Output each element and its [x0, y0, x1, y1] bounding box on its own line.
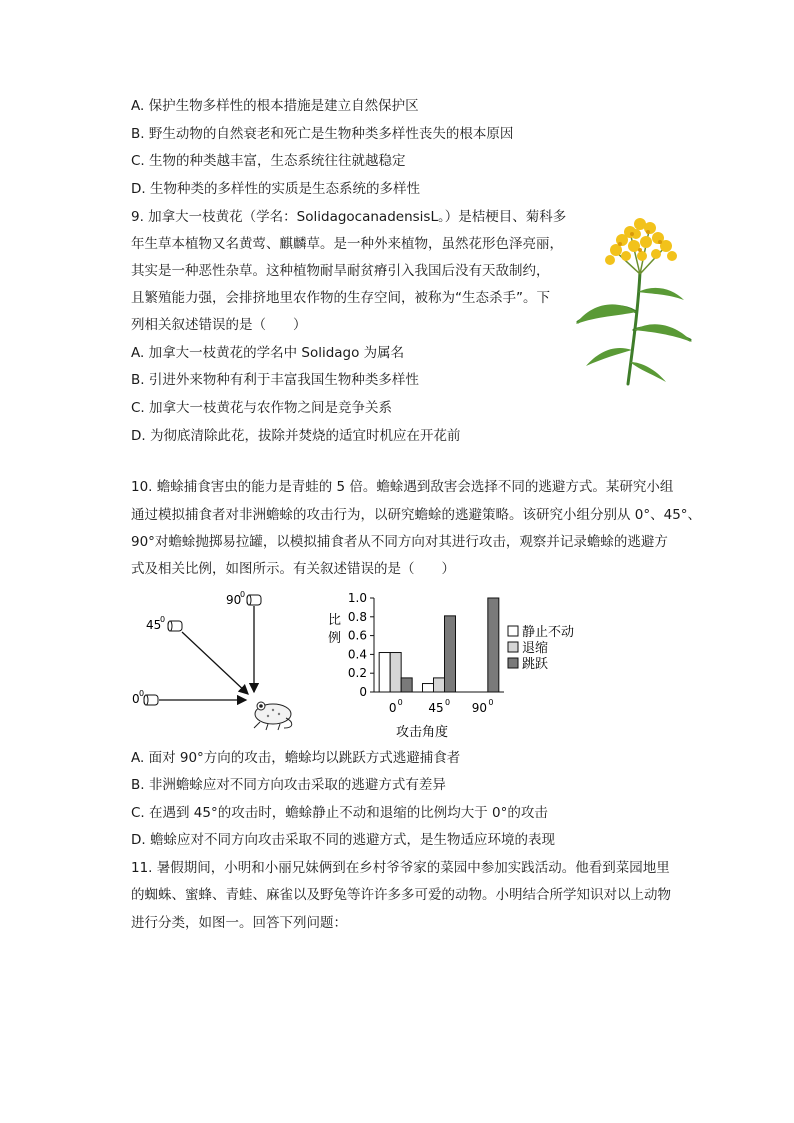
- legend-label: 静止不动: [522, 625, 575, 640]
- q9-stem-line: 列相关叙述错误的是（ ）: [131, 317, 307, 333]
- q9-stem-line: 且繁殖能力强，会排挤地里农作物的生存空间，被称为“生态杀手”。下: [131, 290, 550, 306]
- q8-option-d: D. 生物种类的多样性的实质是生态系统的多样性: [131, 181, 420, 197]
- y-axis-label-char-1: 比: [328, 613, 342, 628]
- q8-option-a: A. 保护生物多样性的根本措施是建立自然保护区: [131, 98, 419, 114]
- q8-option-c: C. 生物的种类越丰富，生态系统往往就越稳定: [131, 153, 406, 169]
- q10-stem-line: 90°对蟾蜍抛掷易拉罐，以模拟捕食者从不同方向对其进行攻击，观察并记录蟾蜍的逃避方: [131, 534, 668, 550]
- attack-direction-diagram: [128, 588, 308, 736]
- legend-label: 退缩: [522, 641, 549, 656]
- can-icon: [168, 621, 182, 631]
- y-tick-label: 0.6: [347, 628, 367, 643]
- goldenrod-illustration: [570, 212, 698, 388]
- y-axis-label-char-2: 例: [328, 631, 342, 646]
- angle-label-45: 45: [146, 618, 162, 632]
- q10-stem-line: 通过模拟捕食者对非洲蟾蜍的攻击行为，以研究蟾蜍的逃避策略。该研究小组分别从 0°、45°、: [131, 507, 702, 523]
- x-tick-degree: 0: [488, 698, 494, 707]
- toad-icon: [254, 702, 292, 730]
- bar: [445, 616, 456, 692]
- bar: [434, 678, 445, 692]
- bar: [401, 678, 412, 692]
- degree-mark-0: 0: [139, 689, 145, 698]
- q10-option-a: A. 面对 90°方向的攻击，蟾蜍均以跳跃方式逃避捕食者: [131, 750, 461, 766]
- can-icon: [144, 695, 158, 705]
- q9-stem-line: 年生草本植物又名黄莺、麒麟草。是一种外来植物，虽然花形色泽亮丽，: [131, 236, 563, 252]
- x-tick-label: 90: [471, 701, 487, 715]
- y-tick-label: 1.0: [347, 591, 367, 605]
- legend-swatch: [508, 626, 518, 636]
- degree-mark-45: 0: [160, 615, 166, 624]
- q10-option-b: B. 非洲蟾蜍应对不同方向攻击采取的逃避方式有差异: [131, 777, 446, 793]
- bar: [390, 653, 401, 692]
- x-tick-degree: 0: [397, 698, 403, 707]
- q11-stem-line: 11. 暑假期间，小明和小丽兄妹俩到在乡村爷爷家的菜园中参加实践活动。他看到菜园地里: [131, 860, 670, 876]
- q8-option-b: B. 野生动物的自然衰老和死亡是生物种类多样性丧失的根本原因: [131, 126, 514, 142]
- q9-stem-line: 9. 加拿大一枝黄花（学名：SolidagocanadensisL。）是桔梗目、菊科多: [131, 209, 567, 225]
- legend-swatch: [508, 658, 518, 668]
- q9-option-a: A. 加拿大一枝黄花的学名中 Solidago 为属名: [131, 345, 405, 361]
- y-tick-label: 0: [359, 685, 367, 699]
- legend-label: 跳跃: [522, 657, 549, 672]
- x-tick-degree: 0: [445, 698, 451, 707]
- y-axis-label: [328, 613, 341, 646]
- q9-stem-line: 其实是一种恶性杂草。这种植物耐旱耐贫瘠引入我国后没有天敌制约，: [131, 263, 550, 279]
- bar: [379, 653, 390, 692]
- q11-stem-line: 的蜘蛛、蜜蜂、青蛙、麻雀以及野兔等许许多多可爱的动物。小明结合所学知识对以上动物: [131, 887, 671, 903]
- x-tick-label: 45: [428, 701, 444, 715]
- x-tick-label: 0: [388, 701, 397, 715]
- y-tick-label: 0.4: [347, 647, 367, 662]
- q10-stem-line: 式及相关比例，如图所示。有关叙述错误的是（ ）: [131, 561, 455, 577]
- angle-label-0: 0: [132, 692, 140, 706]
- y-tick-label: 0.8: [347, 609, 367, 624]
- angle-label-90: 90: [226, 593, 242, 607]
- q10-option-d: D. 蟾蜍应对不同方向攻击采取不同的逃避方式，是生物适应环境的表现: [131, 832, 555, 848]
- q9-option-b: B. 引进外来物种有利于丰富我国生物种类多样性: [131, 372, 419, 388]
- escape-ratio-chart: [318, 586, 594, 746]
- x-axis-title: 攻击角度: [395, 725, 449, 740]
- q10-stem-line: 10. 蟾蜍捕食害虫的能力是青蛙的 5 倍。蟾蜍遇到敌害会选择不同的逃避方式。某研究小组: [131, 479, 674, 495]
- bar: [423, 684, 434, 692]
- q9-option-c: C. 加拿大一枝黄花与农作物之间是竞争关系: [131, 400, 393, 416]
- y-tick-label: 0.2: [347, 666, 367, 681]
- legend-swatch: [508, 642, 518, 652]
- q11-stem-line: 进行分类，如图一。回答下列问题：: [131, 915, 347, 931]
- bar: [488, 598, 499, 692]
- can-icon: [247, 595, 261, 605]
- chart-legend: [508, 624, 574, 672]
- q9-option-d: D. 为彻底清除此花，拔除并焚烧的适宜时机应在开花前: [131, 428, 461, 444]
- degree-mark-90: 0: [240, 590, 246, 599]
- q10-option-c: C. 在遇到 45°的攻击时，蟾蜍静止不动和退缩的比例均大于 0°的攻击: [131, 805, 548, 821]
